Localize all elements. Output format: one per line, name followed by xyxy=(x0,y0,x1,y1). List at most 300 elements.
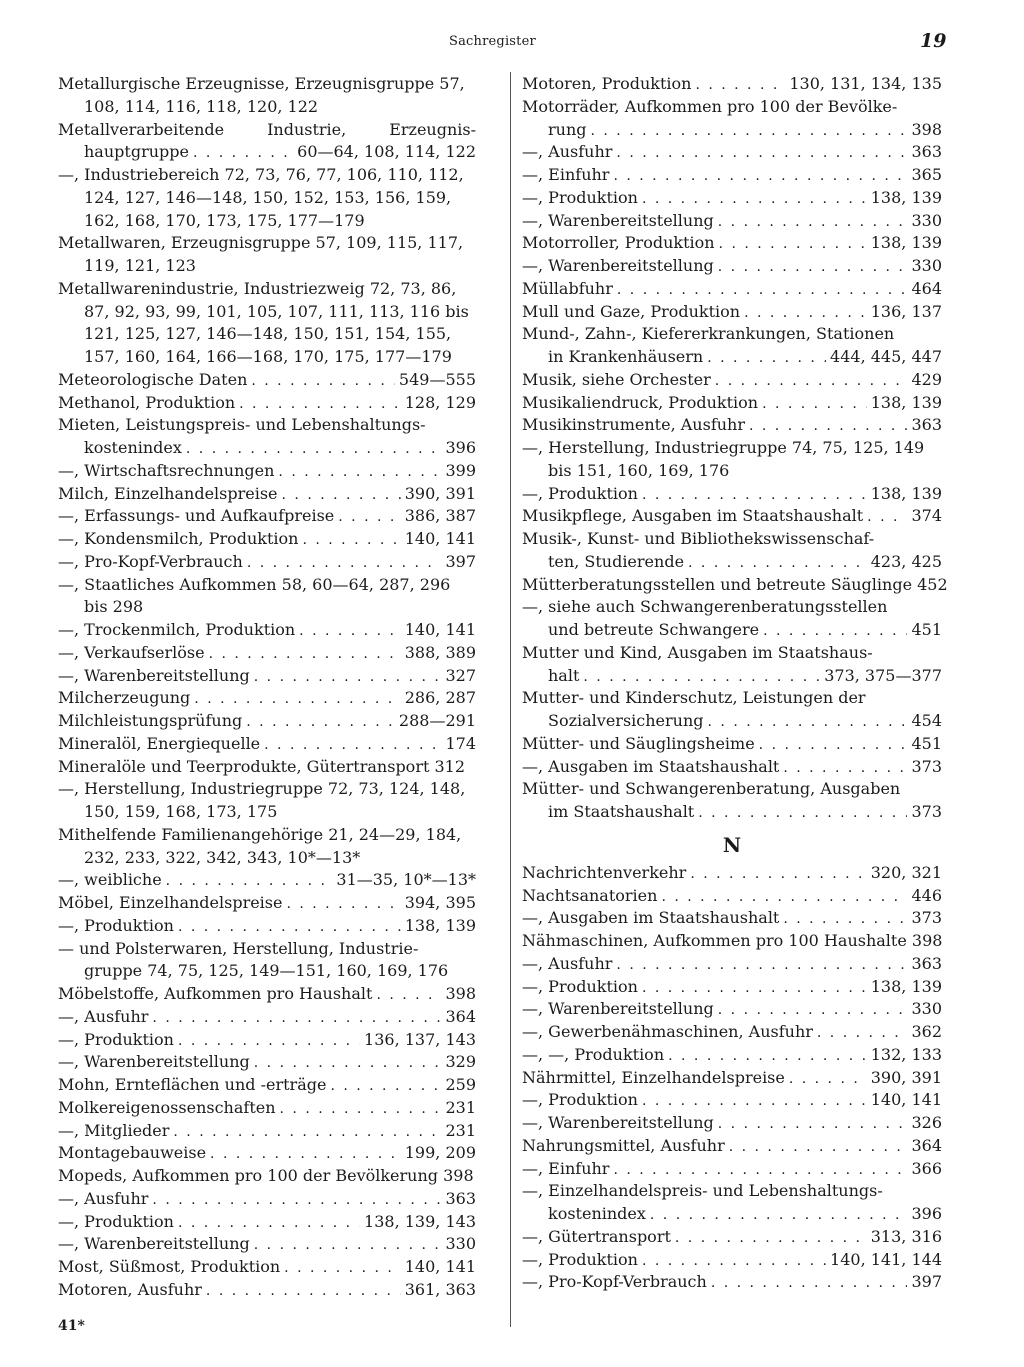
page-refs: 373 xyxy=(911,802,942,821)
page-refs: 397 xyxy=(445,551,476,571)
index-line xyxy=(58,505,476,528)
page-refs: 365 xyxy=(911,165,942,184)
dot-leader xyxy=(763,620,907,643)
page-refs: 394, 395 xyxy=(404,893,476,912)
index-term: Nährmittel, Einzelhandelspreise xyxy=(522,1067,785,1087)
page-refs: 138, 139 xyxy=(404,915,476,935)
page-refs: 374 xyxy=(911,506,942,526)
index-line xyxy=(522,1067,942,1090)
index-line xyxy=(58,460,476,483)
index-term: —, Warenbereitstellung xyxy=(58,1234,250,1254)
index-line xyxy=(522,907,942,930)
page-refs: 398 xyxy=(445,984,476,1003)
dot-leader xyxy=(264,734,441,757)
index-term: Musik, siehe Orchester xyxy=(522,369,711,389)
index-line xyxy=(58,665,476,688)
page-refs: 451 xyxy=(911,620,942,639)
index-line xyxy=(522,756,942,779)
dot-leader xyxy=(617,279,908,302)
index-line: 108, 114, 116, 118, 120, 122 xyxy=(84,96,319,116)
page-refs: 390, 391 xyxy=(870,1067,942,1087)
dot-leader xyxy=(246,711,395,734)
index-term: kostenindex xyxy=(84,438,182,457)
index-line: Mütterberatungsstellen und betreute Säuglinge 452 xyxy=(522,574,948,594)
index-term: —, Ausfuhr xyxy=(522,953,613,973)
dot-leader xyxy=(254,666,442,689)
index-term: —, Warenbereitstellung xyxy=(522,256,714,275)
index-column-right xyxy=(522,73,948,1294)
page-refs: 396 xyxy=(445,438,476,457)
dot-leader xyxy=(695,74,785,97)
section-letter-n: N xyxy=(722,832,742,857)
page-number: 19 xyxy=(920,30,947,52)
page-refs: 140, 141, 144 xyxy=(830,1249,942,1269)
index-line xyxy=(522,733,942,756)
index-line: 119, 121, 123 xyxy=(84,256,196,275)
index-term: —, Produktion xyxy=(58,915,174,935)
index-term: —, weibliche xyxy=(58,870,162,890)
index-line xyxy=(522,885,942,908)
index-term: —, Produktion xyxy=(522,1249,638,1269)
index-line xyxy=(522,862,942,885)
dot-leader xyxy=(210,1143,401,1166)
page-refs: 60—64, 108, 114, 122 xyxy=(297,142,476,162)
index-text: Erzeugnis- xyxy=(389,119,476,139)
index-term: —, Einfuhr xyxy=(522,1158,610,1178)
index-line xyxy=(58,869,476,892)
index-line xyxy=(522,976,942,999)
dot-leader xyxy=(209,643,401,666)
page-refs: 138, 139 xyxy=(870,483,942,503)
index-line xyxy=(58,1279,476,1302)
index-line xyxy=(522,369,942,392)
page-refs: 31—35, 10*—13* xyxy=(336,870,476,890)
index-line: Metallwaren, Erzeugnisgruppe 57, 109, 115, 117, xyxy=(58,233,464,253)
page-refs: 373 xyxy=(911,908,942,928)
index-term: —, Warenbereitstellung xyxy=(522,210,714,230)
index-line: 162, 168, 170, 173, 175, 177—179 xyxy=(84,210,365,230)
page-refs: 138, 139 xyxy=(870,233,942,253)
index-line xyxy=(522,187,942,210)
index-line xyxy=(522,414,942,437)
page-refs: 140, 141 xyxy=(404,620,476,639)
index-line xyxy=(522,73,942,96)
page-refs: 363 xyxy=(445,1188,476,1208)
index-line: —, Herstellung, Industriegruppe 72, 73, 124, 148, xyxy=(58,779,466,799)
page-refs: 199, 209 xyxy=(404,1143,476,1163)
page-refs: 313, 316 xyxy=(870,1226,942,1246)
index-term: Mull und Gaze, Produktion xyxy=(522,301,741,321)
index-term: Nachrichtenverkehr xyxy=(522,862,687,882)
index-term: —, Ausgaben im Staatshaushalt xyxy=(522,756,780,776)
index-line xyxy=(58,1211,476,1234)
index-line xyxy=(58,1097,476,1120)
index-line xyxy=(522,1135,942,1158)
page-refs: 138, 139 xyxy=(870,187,942,207)
index-line xyxy=(58,119,476,142)
column-divider xyxy=(510,72,511,1327)
page-refs: 330 xyxy=(911,210,942,230)
page-refs: 132, 133 xyxy=(870,1044,942,1064)
page-refs: 364 xyxy=(911,1135,942,1155)
index-line: 124, 127, 146—148, 150, 152, 153, 156, 159, xyxy=(84,187,452,207)
page-refs: 399 xyxy=(445,460,476,480)
page-refs: 130, 131, 134, 135 xyxy=(789,74,942,93)
index-line: Mund-, Zahn-, Kiefererkrankungen, Stationen xyxy=(522,324,895,344)
index-line xyxy=(58,1006,476,1029)
index-term: —, Ausfuhr xyxy=(58,1006,149,1026)
index-line: Mithelfende Familienangehörige 21, 24—29, 184, xyxy=(58,824,462,844)
index-term: —, Warenbereitstellung xyxy=(522,999,714,1019)
dot-leader xyxy=(280,1098,442,1121)
dot-leader xyxy=(642,1090,867,1113)
index-line: —, Industriebereich 72, 73, 76, 77, 106, 110, 112, xyxy=(58,165,464,184)
page-refs: 398 xyxy=(911,119,942,139)
index-term: —, Pro-Kopf-Verbrauch xyxy=(58,551,243,571)
index-line: —, Staatliches Aufkommen 58, 60—64, 287, 296 xyxy=(58,574,451,594)
index-term: —, Ausfuhr xyxy=(522,142,613,162)
index-term: —, Ausgaben im Staatshaushalt xyxy=(522,908,780,928)
dot-leader xyxy=(711,1272,908,1295)
dot-leader xyxy=(302,529,400,552)
index-line xyxy=(522,953,942,976)
dot-leader xyxy=(178,1212,360,1235)
dot-leader xyxy=(718,256,908,279)
index-line: Motorräder, Aufkommen pro 100 der Bevölke- xyxy=(522,96,898,116)
index-line xyxy=(522,232,942,255)
index-line: Mieten, Leistungspreis- und Lebenshaltungs- xyxy=(58,415,426,435)
dot-leader xyxy=(718,1113,908,1136)
dot-leader xyxy=(749,415,907,438)
index-line xyxy=(58,392,476,415)
page-refs: 326 xyxy=(911,1113,942,1132)
index-line xyxy=(58,642,476,665)
index-term: hauptgruppe xyxy=(84,142,189,162)
dot-leader xyxy=(817,1022,908,1045)
page-refs: 231 xyxy=(445,1120,476,1140)
index-line: Mineralöle und Teerprodukte, Gütertransport 312 xyxy=(58,756,466,776)
index-term: Montagebauweise xyxy=(58,1143,207,1163)
index-term: Motoren, Ausfuhr xyxy=(58,1279,202,1299)
index-line: Mütter- und Schwangerenberatung, Ausgaben xyxy=(522,779,901,799)
index-term: —, Gütertransport xyxy=(522,1226,671,1246)
dot-leader xyxy=(330,1075,441,1098)
page-refs: 464 xyxy=(911,278,942,298)
index-line: Metallwarenindustrie, Industriezweig 72, 73, 86, xyxy=(58,278,457,298)
dot-leader xyxy=(759,734,908,757)
index-line: — und Polsterwaren, Herstellung, Industrie- xyxy=(58,938,419,958)
index-term: —, Warenbereitstellung xyxy=(58,665,250,685)
index-term: —, —, Produktion xyxy=(522,1044,665,1064)
index-column-left xyxy=(58,73,476,1302)
index-term: Mineralöl, Energiequelle xyxy=(58,733,261,753)
page-refs: 140, 141 xyxy=(870,1090,942,1110)
index-line xyxy=(522,483,942,506)
index-line xyxy=(522,278,942,301)
index-line: 150, 159, 168, 173, 175 xyxy=(84,802,278,821)
running-header: Sachregister xyxy=(449,34,536,49)
index-line xyxy=(58,915,476,938)
dot-leader xyxy=(616,142,907,165)
page-refs: 386, 387 xyxy=(404,506,476,526)
dot-leader xyxy=(650,1204,908,1227)
dot-leader xyxy=(744,302,867,325)
page-refs: 362 xyxy=(911,1022,942,1041)
page-refs: 390, 391 xyxy=(404,483,476,503)
page-refs: 330 xyxy=(911,256,942,275)
index-term: —, Warenbereitstellung xyxy=(58,1052,250,1072)
index-line xyxy=(522,255,942,278)
index-line: Mutter und Kind, Ausgaben im Staatshaus- xyxy=(522,642,873,662)
index-line: 121, 125, 127, 146—148, 150, 151, 154, 155, xyxy=(84,324,452,344)
index-line xyxy=(522,998,942,1021)
page-refs: 423, 425 xyxy=(870,551,942,571)
index-term: Möbelstoffe, Aufkommen pro Haushalt xyxy=(58,984,373,1003)
index-term: —, Produktion xyxy=(522,483,638,503)
dot-leader xyxy=(613,165,907,188)
page-refs: 397 xyxy=(911,1272,942,1292)
page-refs: 329 xyxy=(445,1052,476,1072)
index-line xyxy=(58,1051,476,1074)
index-term: rung xyxy=(548,119,587,139)
index-term: Milch, Einzelhandelspreise xyxy=(58,483,278,503)
index-line xyxy=(58,1120,476,1143)
index-line xyxy=(58,1188,476,1211)
page-refs: 429 xyxy=(911,369,942,389)
page-refs: 138, 139, 143 xyxy=(364,1211,476,1231)
index-line xyxy=(522,1089,942,1112)
index-line xyxy=(58,1256,476,1279)
page-refs: 366 xyxy=(911,1158,942,1178)
index-term: —, Ausfuhr xyxy=(58,1188,149,1208)
page-refs: 138, 139 xyxy=(870,392,942,412)
index-term: Molkereigenossenschaften xyxy=(58,1097,276,1117)
page-refs: 259 xyxy=(445,1075,476,1094)
index-line xyxy=(58,1233,476,1256)
dot-leader xyxy=(718,211,908,234)
index-term: und betreute Schwangere xyxy=(548,620,760,639)
index-line xyxy=(522,619,942,642)
index-line xyxy=(522,1044,942,1067)
dot-leader xyxy=(299,620,401,643)
signature-mark: 41* xyxy=(58,1318,85,1334)
index-term: Milcherzeugung xyxy=(58,688,191,708)
index-line xyxy=(522,301,942,324)
page-refs: 454 xyxy=(911,711,942,730)
index-line xyxy=(58,369,476,392)
index-line: gruppe 74, 75, 125, 149—151, 160, 169, 176 xyxy=(84,961,449,981)
dot-leader xyxy=(251,370,395,393)
dot-leader xyxy=(152,1007,441,1030)
page-refs: 363 xyxy=(911,953,942,973)
index-term: Meteorologische Daten xyxy=(58,369,248,389)
page-refs: 364 xyxy=(445,1006,476,1026)
index-term: —, Mitglieder xyxy=(58,1120,170,1140)
index-term: —, Trockenmilch, Produktion xyxy=(58,620,296,639)
page-refs: 444, 445, 447 xyxy=(830,347,942,366)
dot-leader xyxy=(166,870,333,893)
page-refs: 231 xyxy=(445,1097,476,1117)
index-line xyxy=(522,505,942,528)
page-refs: 451 xyxy=(911,733,942,753)
index-term: —, Produktion xyxy=(522,1090,638,1110)
page-refs: 330 xyxy=(911,999,942,1019)
dot-leader xyxy=(789,1068,867,1091)
index-term: —, Produktion xyxy=(58,1211,174,1231)
index-line xyxy=(58,1029,476,1052)
page-refs: 320, 321 xyxy=(870,862,942,882)
index-line xyxy=(522,1271,942,1294)
index-term: Nachtsanatorien xyxy=(522,885,658,905)
index-term: Musikpflege, Ausgaben im Staatshaushalt xyxy=(522,506,864,526)
dot-leader xyxy=(642,188,867,211)
index-line xyxy=(58,1142,476,1165)
dot-leader xyxy=(783,757,907,780)
index-line: 87, 92, 93, 99, 101, 105, 107, 111, 113, 116 bis xyxy=(84,301,469,321)
page-refs: 363 xyxy=(911,415,942,435)
page-refs: 373 xyxy=(911,756,942,776)
dot-leader xyxy=(715,370,908,393)
index-term: Methanol, Produktion xyxy=(58,392,236,412)
index-text: Industrie, xyxy=(267,119,347,139)
dot-leader xyxy=(675,1227,867,1250)
dot-leader xyxy=(206,1280,401,1303)
dot-leader xyxy=(282,484,401,507)
index-line: —, Einzelhandelspreis- und Lebenshaltungs- xyxy=(522,1181,883,1201)
index-line xyxy=(522,665,942,688)
dot-leader xyxy=(284,1257,401,1280)
index-line xyxy=(522,1112,942,1135)
page-refs: 446 xyxy=(911,885,942,905)
index-line xyxy=(522,801,942,824)
page-refs: 396 xyxy=(911,1204,942,1223)
index-line xyxy=(522,210,942,233)
dot-leader xyxy=(254,1052,442,1075)
dot-leader xyxy=(719,233,867,256)
index-term: —, Produktion xyxy=(58,1029,174,1049)
dot-leader xyxy=(286,893,400,916)
index-term: Motorroller, Produktion xyxy=(522,233,715,253)
index-line: 232, 233, 322, 342, 343, 10*—13* xyxy=(84,847,361,867)
page-refs: 361, 363 xyxy=(404,1279,476,1299)
dot-leader xyxy=(178,1030,360,1053)
index-term: Möbel, Einzelhandelspreise xyxy=(58,893,283,912)
index-line: Mutter- und Kinderschutz, Leistungen der xyxy=(522,688,866,708)
index-term: Mohn, Ernteflächen und -erträge xyxy=(58,1075,327,1094)
index-term: —, Erfassungs- und Aufkaufpreise xyxy=(58,506,335,526)
index-line xyxy=(58,619,476,642)
index-line xyxy=(522,164,942,187)
index-line xyxy=(58,710,476,733)
index-term: —, Kondensmilch, Produktion xyxy=(58,529,299,548)
index-term: kostenindex xyxy=(548,1204,646,1223)
page-refs: 388, 389 xyxy=(404,642,476,662)
index-line xyxy=(58,141,476,164)
page-refs: 140, 141 xyxy=(404,1257,476,1276)
dot-leader xyxy=(193,142,293,165)
index-line: Musik-, Kunst- und Bibliothekswissenschaf- xyxy=(522,529,875,548)
index-term: —, Verkaufserlöse xyxy=(58,642,205,662)
index-term: Motoren, Produktion xyxy=(522,74,692,93)
dot-leader xyxy=(718,999,908,1022)
index-line: —, siehe auch Schwangerenberatungsstellen xyxy=(522,597,888,617)
index-line xyxy=(522,1021,942,1044)
index-line: Nähmaschinen, Aufkommen pro 100 Haushalte 398 xyxy=(522,931,943,950)
dot-leader xyxy=(867,506,907,529)
dot-leader xyxy=(278,461,441,484)
page-refs: 363 xyxy=(911,142,942,162)
index-line xyxy=(522,551,942,574)
page-refs: 549—555 xyxy=(398,369,476,389)
index-term: Musikinstrumente, Ausfuhr xyxy=(522,415,745,435)
dot-leader xyxy=(178,916,401,939)
dot-leader xyxy=(668,1045,867,1068)
index-term: Müllabfuhr xyxy=(522,278,613,298)
dot-leader xyxy=(783,908,907,931)
dot-leader xyxy=(338,506,400,529)
index-line xyxy=(58,483,476,506)
dot-leader xyxy=(688,552,867,575)
index-line xyxy=(58,551,476,574)
dot-leader xyxy=(152,1189,441,1212)
dot-leader xyxy=(583,666,820,689)
dot-leader xyxy=(729,1136,908,1159)
index-line xyxy=(522,1203,942,1226)
index-term: —, Produktion xyxy=(522,187,638,207)
dot-leader xyxy=(708,711,908,734)
index-term: Sozialversicherung xyxy=(548,711,704,730)
index-term: —, Wirtschaftsrechnungen xyxy=(58,460,275,480)
dot-leader xyxy=(642,1250,826,1273)
page-refs: 330 xyxy=(445,1234,476,1254)
page-refs: 140, 141 xyxy=(404,529,476,548)
page-refs: 136, 137, 143 xyxy=(364,1029,476,1049)
dot-leader xyxy=(591,120,908,143)
dot-leader xyxy=(690,863,866,886)
index-line xyxy=(522,346,942,369)
index-line: bis 298 xyxy=(84,597,144,617)
dot-leader xyxy=(186,438,442,461)
index-term: halt xyxy=(548,665,580,685)
index-term: Most, Süßmost, Produktion xyxy=(58,1257,281,1276)
index-line xyxy=(58,892,476,915)
page-refs: 288—291 xyxy=(398,711,476,730)
dot-leader xyxy=(613,1159,907,1182)
dot-leader xyxy=(642,484,867,507)
index-text: Metallverarbeitende xyxy=(58,119,225,139)
index-term: —, Produktion xyxy=(522,976,638,996)
page-refs: 327 xyxy=(445,665,476,685)
dot-leader xyxy=(762,393,867,416)
index-line xyxy=(58,528,476,551)
page-refs: 286, 287 xyxy=(404,688,476,708)
dot-leader xyxy=(239,393,401,416)
index-line: bis 151, 160, 169, 176 xyxy=(548,460,730,480)
dot-leader xyxy=(642,977,867,1000)
index-line xyxy=(58,437,476,460)
index-term: —, Einfuhr xyxy=(522,165,610,184)
dot-leader xyxy=(707,347,826,370)
index-line: Mopeds, Aufkommen pro 100 der Bevölkerung 398 xyxy=(58,1166,474,1185)
index-term: Milchleistungsprüfung xyxy=(58,711,243,730)
index-line xyxy=(522,710,942,733)
dot-leader xyxy=(254,1234,442,1257)
dot-leader xyxy=(616,954,907,977)
page-refs: 373, 375—377 xyxy=(824,665,942,685)
dot-leader xyxy=(194,688,400,711)
page-refs: 138, 139 xyxy=(870,976,942,996)
index-term: ten, Studierende xyxy=(548,551,685,571)
